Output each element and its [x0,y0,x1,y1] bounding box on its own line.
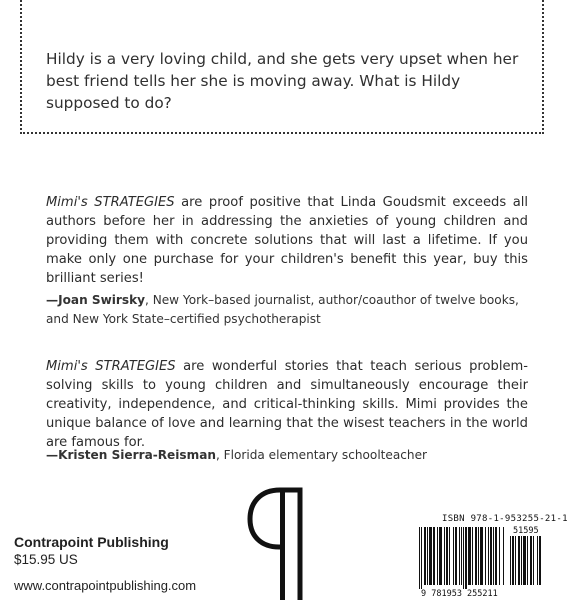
barcode-bar [523,536,526,585]
review-2-reviewer: —Kristen Sierra-Reisman [46,448,216,462]
barcode-bar [493,527,494,585]
barcode-bar [429,527,432,585]
isbn-barcode [419,527,505,589]
barcode-bar [475,527,477,585]
barcode-bar [419,527,420,589]
barcode-bar [449,527,450,585]
barcode-bar [539,536,541,585]
barcode-bar [421,527,422,589]
review-1-text [46,193,528,288]
barcode-bar [515,536,516,585]
review-1-series-title: Mimi's STRATEGIES [46,195,175,210]
barcode-bar [521,536,522,585]
barcode-bar [503,527,504,585]
review-2-attribution [46,446,536,465]
pilcrow-icon [246,487,316,600]
barcode-bar [478,527,479,585]
barcode-bar [472,527,473,585]
barcode-bar [495,527,497,585]
review-2-body: are wonderful stories that teach serious problem-solving skills to young children and simultaneously encourage their creativity, independence, and critical-thinking skills. Mimi provides the unique balance of love and learning that the wisest teachers in the world are famous for. [46,359,528,450]
review-1-reviewer: —Joan Swirsky [46,293,145,307]
teaser-text: Hildy is a very loving child, and she gets very upset when her best friend tells her she is moving away. What is Hildy supposed to do? [46,50,519,112]
price: $15.95 US [14,552,78,567]
review-1-credential: , New York–based journalist, author/coauthor of twelve books, and New York State–certified psychotherapist [46,293,519,326]
barcode-bar [446,527,448,585]
barcode-bar [433,527,435,585]
review-1-attribution [46,291,536,329]
barcode-bar [427,527,428,585]
barcode-bar [444,527,445,585]
barcode-bar [527,536,528,585]
isbn-label: ISBN 978-1-953255-21-1 [442,514,568,524]
barcode-bar [463,527,464,589]
barcode-bar [459,527,460,585]
publisher-website[interactable]: www.contrapointpublishing.com [14,578,197,593]
barcode-bar [455,527,457,585]
barcode-bar [488,527,489,585]
barcode-bar [480,527,483,585]
barcode-bar [485,527,486,585]
barcode-bar [439,527,442,585]
addon-barcode [510,536,550,589]
barcode-bar [424,527,426,585]
barcode-bar [437,527,438,585]
barcode-bar [510,536,511,585]
review-2-series-title: Mimi's STRATEGIES [46,359,176,374]
barcode-bar [533,536,534,585]
review-2-text [46,357,528,452]
barcode-bar [518,536,520,585]
barcode-bar [453,527,454,585]
barcode-bar [468,527,471,585]
publisher-info [14,534,169,568]
barcode-bar [499,527,500,585]
barcode-bar [465,527,467,589]
barcode-addon-digits: 51595 [513,526,539,536]
barcode-bar [530,536,532,585]
publisher-name: Contrapoint Publishing [14,534,169,550]
barcode-bar [512,536,514,585]
barcode-digits: 9 781953 255211 [421,589,498,599]
barcode-bar [490,527,492,585]
review-2-credential: , Florida elementary schoolteacher [215,448,427,462]
barcode-bar [537,536,538,585]
barcode-bar [461,527,462,585]
review-1-body: are proof positive that Linda Goudsmit exceeds all authors before her in addressing the anxieties of young children and providing them with concrete solutions that will last a lifetime. If you make only one purchase for your children's benefit this year, buy this brilliant series! [46,195,529,286]
